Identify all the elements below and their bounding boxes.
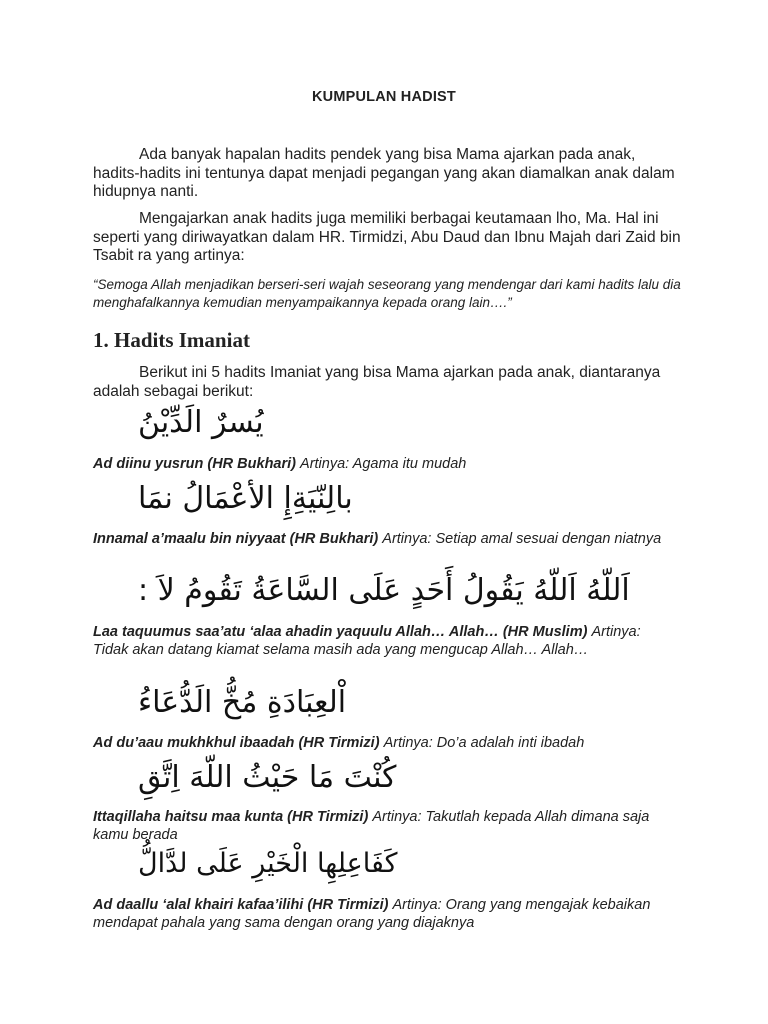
hadith-reference: Ittaqillaha haitsu maa kunta (HR Tirmizi) xyxy=(93,809,369,825)
hadith-entry xyxy=(93,623,673,659)
hadith-meaning: Artinya: Takutlah kepada Allah dimana saja kamu berada xyxy=(93,809,650,843)
hadith-reference: Ad du’aau mukhkhul ibaadah (HR Tirmizi) xyxy=(93,735,380,751)
hadith-reference: Ad daallu ‘alal khairi kafaa’ilihi (HR Tirmizi) xyxy=(93,897,389,913)
hadith-arabic-text: اَللّهُ اَللّهُ يَقُولُ أَحَدٍ عَلَى السَّاعَةُ تَقُومُ لاَ : xyxy=(138,573,630,608)
section-heading: 1. Hadits Imaniat xyxy=(93,328,250,352)
hadith-meaning: Artinya: Tidak akan datang kiamat selama masih ada yang mengucap Allah… Allah… xyxy=(93,624,641,658)
page-title: KUMPULAN HADIST xyxy=(312,89,456,105)
hadith-meaning: Artinya: Agama itu mudah xyxy=(300,456,467,472)
hadith-reference: Ad diinu yusrun (HR Bukhari) xyxy=(93,456,296,472)
hadith-entry xyxy=(93,530,673,548)
hadith-arabic-text: يُسرٌ الَدِّيْنُ xyxy=(138,405,264,440)
hadith-meaning: Artinya: Do’a adalah inti ibadah xyxy=(383,735,585,751)
intro-paragraph: Ada banyak hapalan hadits pendek yang bisa Mama ajarkan pada anak, hadits-hadits ini tentunya dapat menjadi pegangan yang akan diamalkan anak dalam hidupnya nanti. xyxy=(93,146,675,200)
section-intro: Berikut ini 5 hadits Imaniat yang bisa Mama ajarkan pada anak, diantaranya adalah sebagai berikut: xyxy=(93,364,661,400)
intro-paragraph: Mengajarkan anak hadits juga memiliki berbagai keutamaan lho, Ma. Hal ini seperti yang diriwayatkan dalam HR. Tirmidzi, Abu Daud dan Ibnu Majah dari Zaid bin Tsabit ra yang artinya: xyxy=(93,210,681,264)
hadith-meaning: Artinya: Orang yang mengajak kebaikan mendapat pahala yang sama dengan orang yang diajaknya xyxy=(93,897,651,931)
hadith-entry xyxy=(93,734,673,752)
hadith-arabic-text: بالِنّيَةِإِ الأعْمَالُ نمَا xyxy=(138,481,353,516)
hadith-meaning: Artinya: Setiap amal sesuai dengan niatnya xyxy=(382,531,662,547)
hadith-arabic-text: اْلعِبَادَةِ مُخُّ الَدُّعَاءُ xyxy=(138,685,347,720)
hadith-reference: Laa taquumus saa’atu ‘alaa ahadin yaquulu Allah… Allah… (HR Muslim) xyxy=(93,624,588,640)
hadith-arabic-text: كُنْتَ مَا حَيْثُ اللّهَ اِتَّقِ xyxy=(138,760,397,795)
hadith-entry xyxy=(93,455,673,473)
hadith-entry xyxy=(93,896,673,932)
hadith-quote: “Semoga Allah menjadikan berseri-seri wajah seseorang yang mendengar dari kami hadits lalu dia menghafalkannya kemudian menyampaikannya kepada orang lain….” xyxy=(93,277,681,310)
hadith-reference: Innamal a’maalu bin niyyaat (HR Bukhari) xyxy=(93,531,379,547)
hadith-entry xyxy=(93,808,673,844)
hadith-arabic-text: كَفَاعِلِهِا الْخَيْرِ عَلَى لدَّالُّ xyxy=(138,848,398,879)
